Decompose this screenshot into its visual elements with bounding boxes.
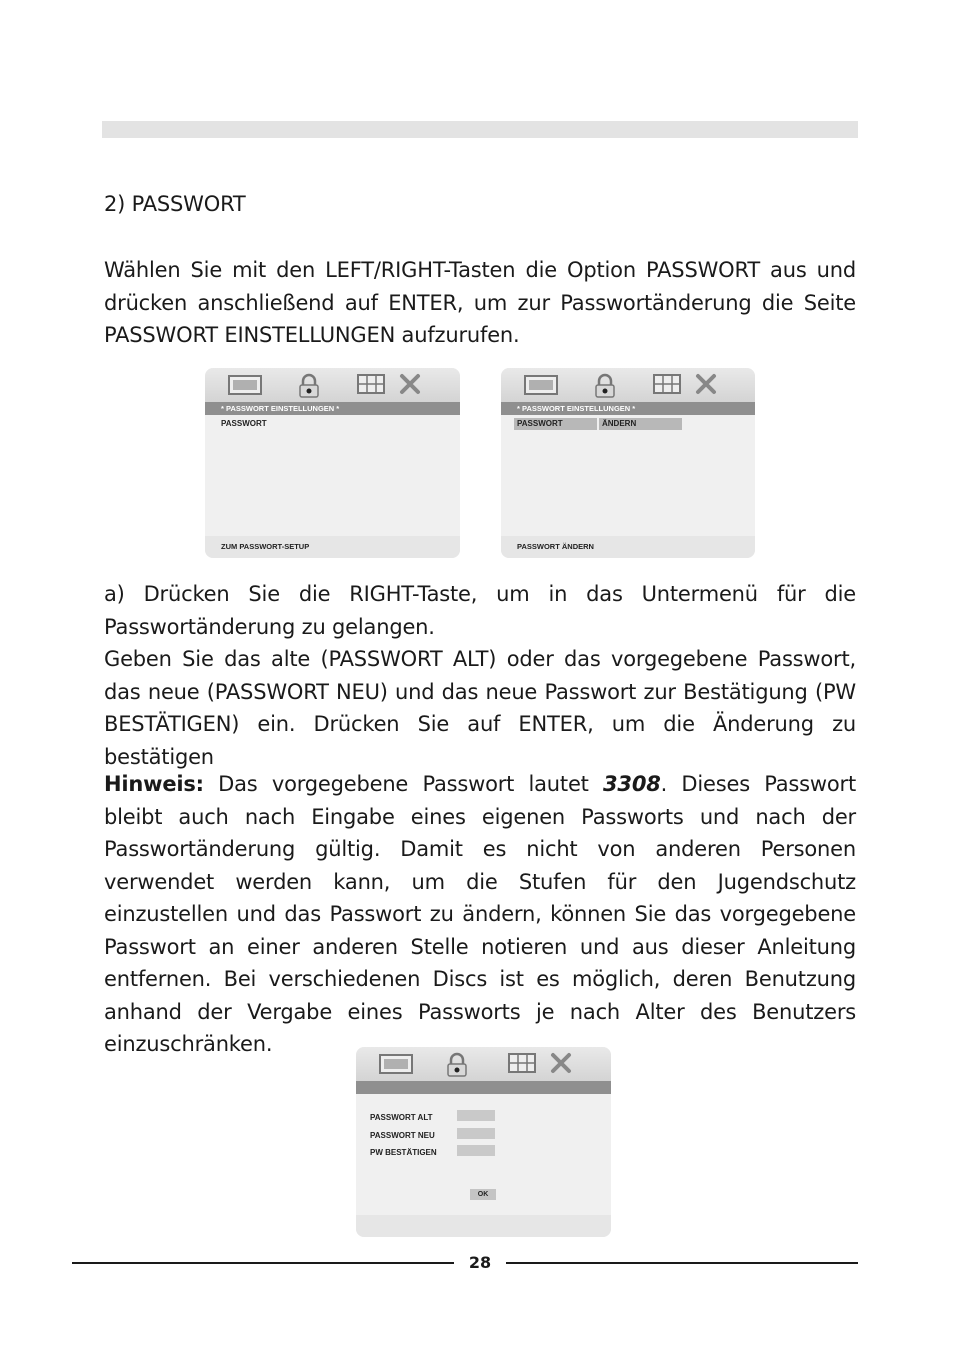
note-text-2: . Dieses Passwort bleibt auch nach Eingabe eines eigenen Passworts und nach der Passwortänderung gültig. Damit es nicht von anderen Personen verwendet werden kann, um die Stufen für den Jugendschutz einzustellen und das Passwort zu ändern, können Sie das vorgegebene Passwort an einer anderen Stelle notieren und aus dieser Anleitung entfernen. Bei verschiedenen Discs ist es möglich, deren Benutzung anhand der Vergabe eines Passworts je nach Alter des Benutzers einzuschränken. bbox=[104, 772, 857, 1056]
picture-icon bbox=[523, 373, 559, 397]
osd-screen-password-entry bbox=[356, 1047, 611, 1237]
old-password-input[interactable] bbox=[457, 1110, 495, 1121]
section-title: 2) PASSWORT bbox=[104, 192, 246, 216]
confirm-password-input[interactable] bbox=[457, 1145, 495, 1156]
intro-paragraph: Wählen Sie mit den LEFT/RIGHT-Tasten die Option PASSWORT aus und drücken anschließend auf ENTER, um zur Passwortänderung die Seite PASSWORT EINSTELLUNGEN aufzurufen. bbox=[104, 258, 856, 347]
close-icon bbox=[550, 1052, 572, 1074]
note-label: Hinweis: bbox=[104, 772, 204, 796]
osd-menu-value-change[interactable]: ÄNDERN bbox=[599, 418, 682, 430]
picture-icon bbox=[378, 1052, 414, 1076]
osd-icon-bar bbox=[501, 368, 755, 402]
osd-screen-password-settings bbox=[205, 368, 460, 558]
osd-menu-item-password-selected[interactable]: PASSWORT bbox=[514, 418, 597, 430]
step-a-paragraph bbox=[104, 578, 856, 773]
close-icon bbox=[695, 373, 717, 395]
footer-rule-right bbox=[506, 1262, 858, 1264]
osd-menu-header bbox=[356, 1081, 611, 1094]
osd-footer bbox=[501, 536, 755, 558]
osd-footer bbox=[205, 536, 460, 558]
footer-rule-left bbox=[72, 1262, 454, 1264]
osd-footer-hint: ZUM PASSWORT-SETUP bbox=[221, 542, 310, 551]
osd-screen-password-change bbox=[501, 368, 755, 558]
osd-icon-bar bbox=[205, 368, 460, 402]
grid-icon bbox=[508, 1052, 536, 1074]
close-icon bbox=[399, 373, 421, 395]
grid-icon bbox=[653, 373, 681, 395]
osd-footer-hint: PASSWORT ÄNDERN bbox=[517, 542, 594, 551]
grid-icon bbox=[357, 373, 385, 395]
picture-icon bbox=[227, 373, 263, 397]
new-password-input[interactable] bbox=[457, 1128, 495, 1139]
confirm-password-label: PW BESTÄTIGEN bbox=[370, 1148, 437, 1157]
note-paragraph bbox=[104, 768, 856, 1061]
default-password: 3308 bbox=[603, 772, 661, 796]
osd-menu-header: * PASSWORT EINSTELLUNGEN * bbox=[205, 402, 460, 415]
lock-icon bbox=[593, 373, 617, 399]
osd-menu-header: * PASSWORT EINSTELLUNGEN * bbox=[501, 402, 755, 415]
note-text-1: Das vorgegebene Passwort lautet bbox=[203, 772, 603, 796]
step-a-line-2: Geben Sie das alte (PASSWORT ALT) oder das vorgegebene Passwort, das neue (PASSWORT NEU) und das neue Passwort zur Bestätigung (PW BESTÄTIGEN) ein. Drücken Sie auf ENTER, um die Änderung zu bestätigen bbox=[104, 647, 856, 769]
osd-icon-bar bbox=[356, 1047, 611, 1081]
lock-icon bbox=[445, 1052, 469, 1078]
step-a-line-1: a) Drücken Sie die RIGHT-Taste, um in das Untermenü für die Passwortänderung zu gelangen. bbox=[104, 582, 856, 639]
osd-menu-item-password[interactable]: PASSWORT bbox=[221, 419, 267, 428]
lock-icon bbox=[297, 373, 321, 399]
page-number: 28 bbox=[468, 1253, 492, 1272]
old-password-label: PASSWORT ALT bbox=[370, 1113, 433, 1122]
new-password-label: PASSWORT NEU bbox=[370, 1131, 435, 1140]
osd-footer bbox=[356, 1215, 611, 1237]
ok-button[interactable]: OK bbox=[470, 1189, 496, 1200]
header-bar bbox=[102, 121, 858, 138]
